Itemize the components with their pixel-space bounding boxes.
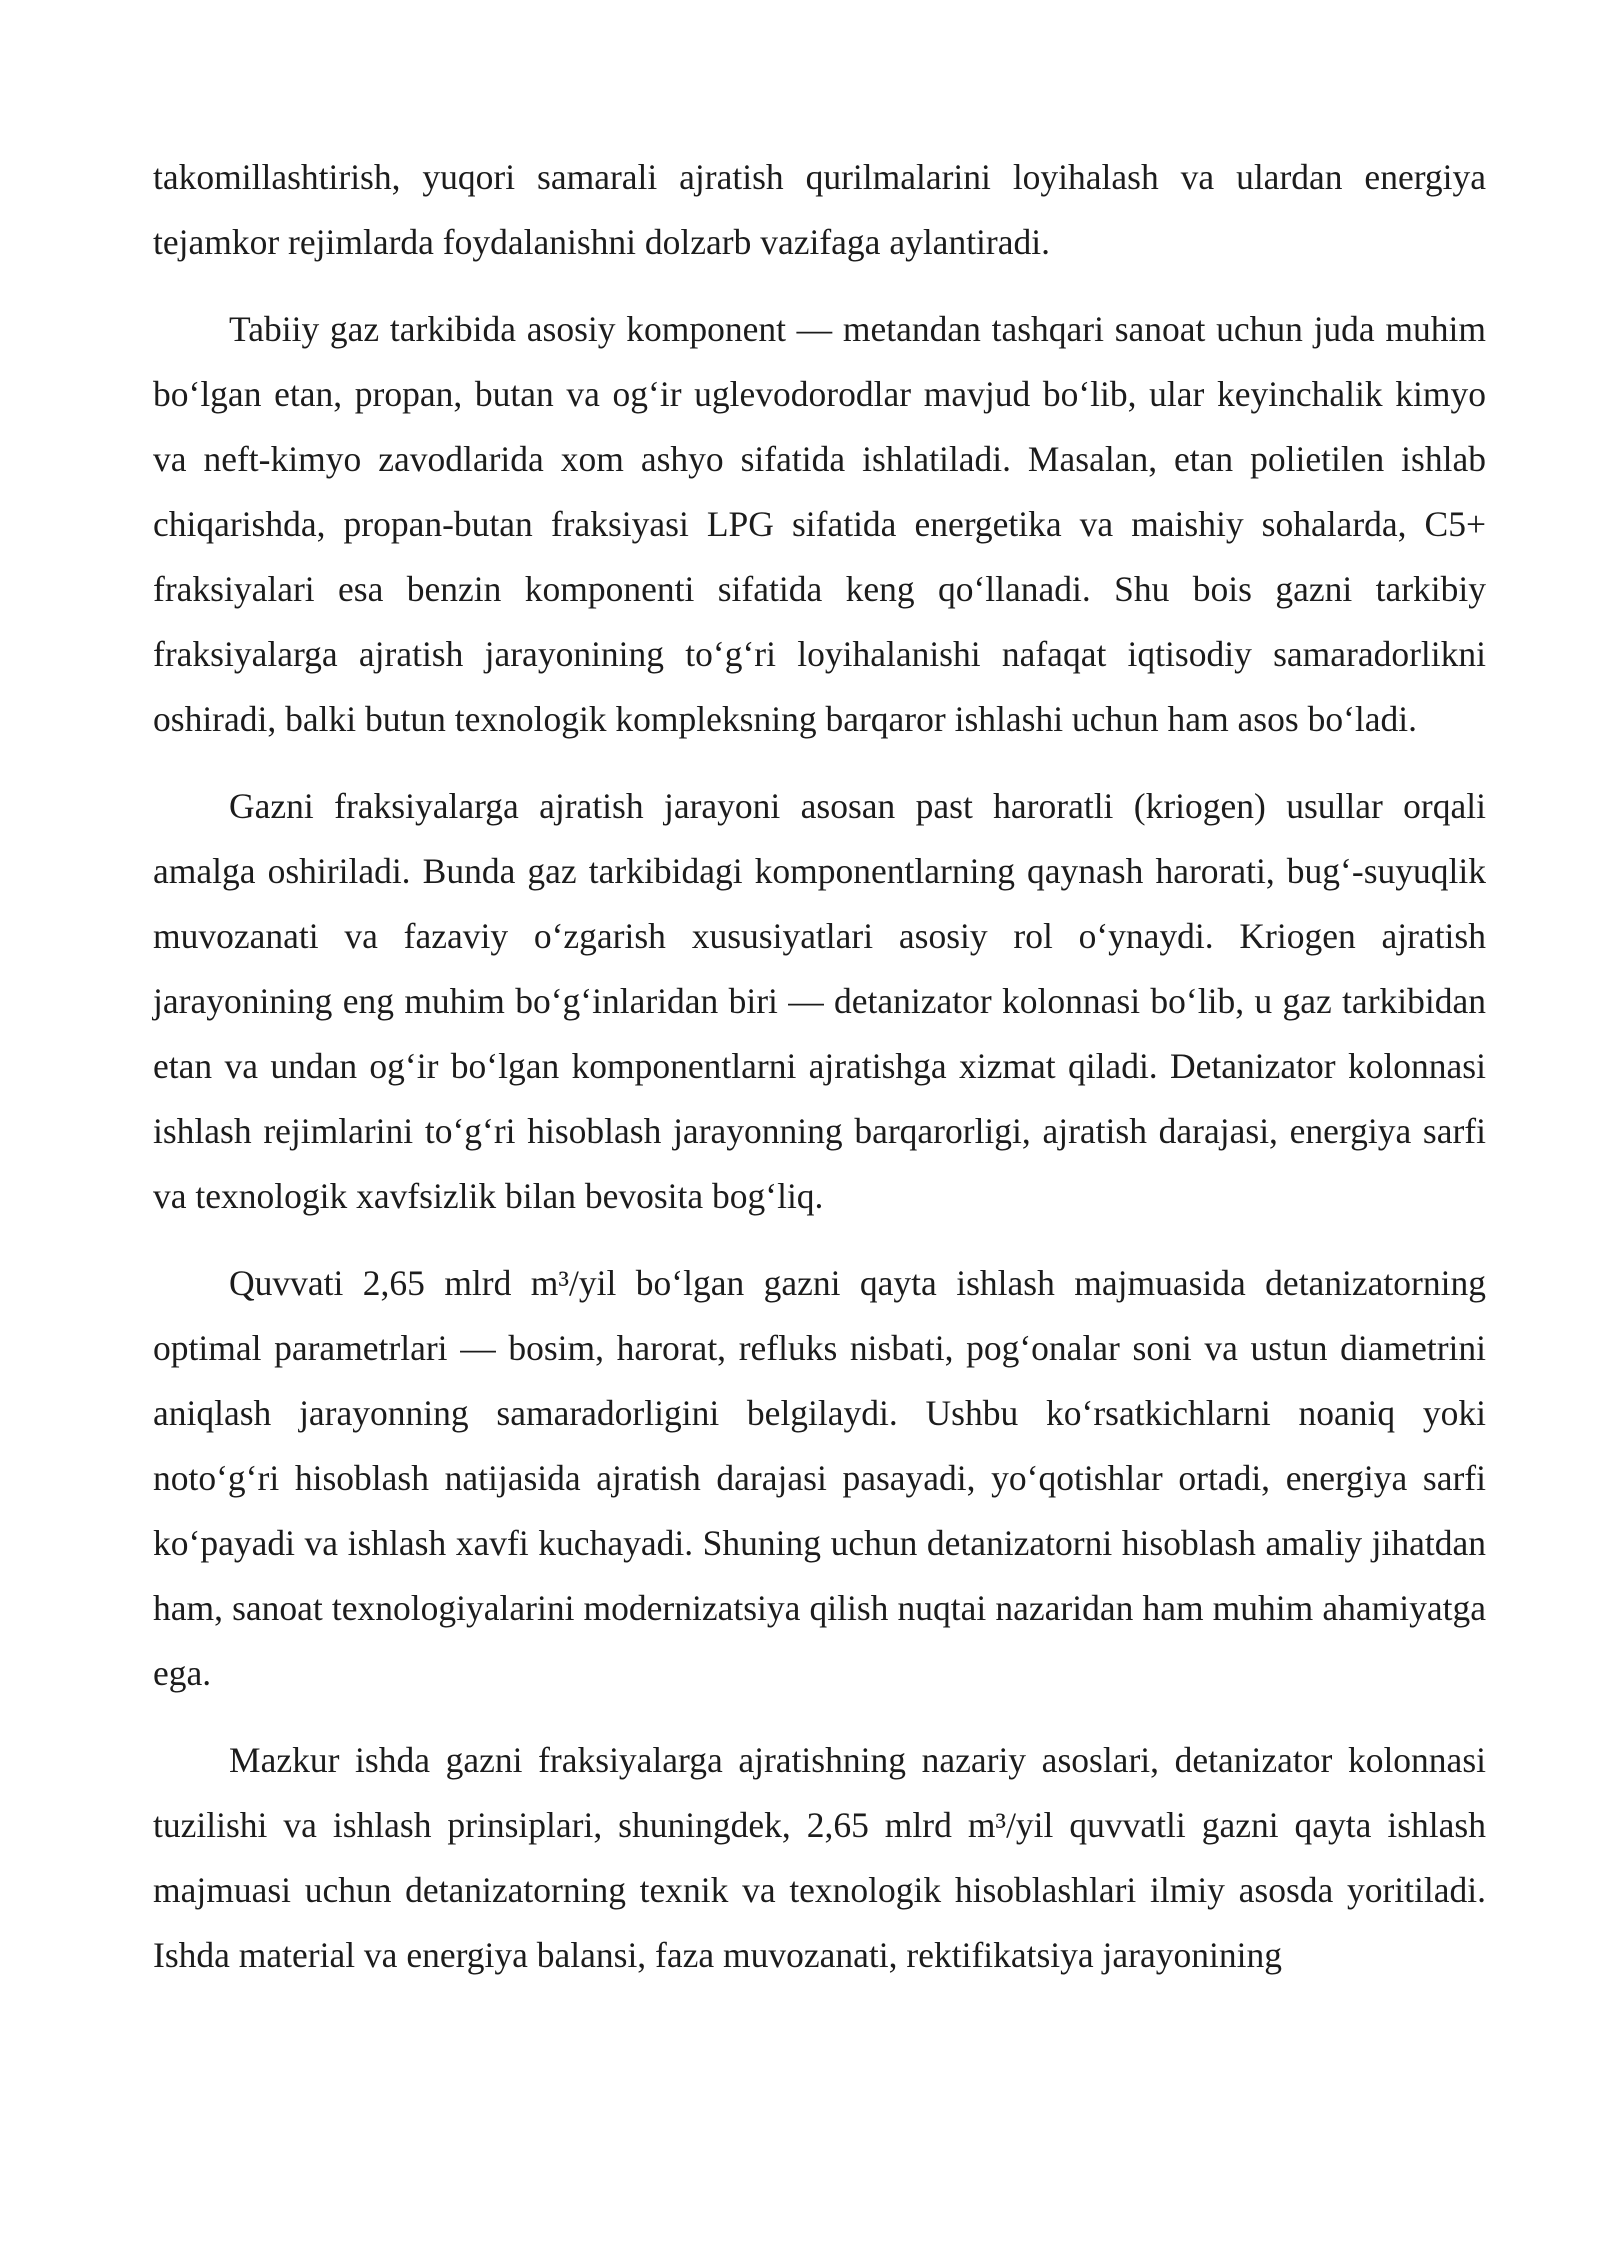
paragraph-deethanizer-parameters: Quvvati 2,65 mlrd m³/yil bo‘lgan gazni qayta ishlash majmuasida detanizatorning optimal parametrlari — bosim, harorat, refluks nisbati, pog‘onalar soni va ustun diametrini aniqlash jarayonning samaradorligini belgilaydi. Ushbu ko‘rsatkichlarni noaniq yoki noto‘g‘ri hisoblash natijasida ajratish darajasi pasayadi, yo‘qotishlar ortadi, energiya sarfi ko‘payadi va ishlash xavfi kuchayadi. Shuning uchun detanizatorni hisoblash amaliy jihatdan ham, sanoat texnologiyalarini modernizatsiya qilish nuqtai nazaridan ham muhim ahamiyatga ega. <box>153 1263 1486 1693</box>
paragraph-continuation: takomillashtirish, yuqori samarali ajratish qurilmalarini loyihalash va ulardan energiya tejamkor rejimlarda foydalanishni dolzarb vazifaga aylantiradi. <box>153 157 1486 262</box>
paragraph-natural-gas-components: Tabiiy gaz tarkibida asosiy komponent — metandan tashqari sanoat uchun juda muhim bo‘lgan etan, propan, butan va og‘ir uglevodorodlar mavjud bo‘lib, ular keyinchalik kimyo va neft-kimyo zavodlarida xom ashyo sifatida ishlatiladi. Masalan, etan polietilen ishlab chiqarishda, propan-butan fraksiyasi LPG sifatida energetika va maishiy sohalarda, C5+ fraksiyalari esa benzin komponenti sifatida keng qo‘llanadi. Shu bois gazni tarkibiy fraksiyalarga ajratish jarayonining to‘g‘ri loyihalanishi nafaqat iqtisodiy samaradorlikni oshiradi, balki butun texnologik kompleksning barqaror ishlashi uchun ham asos bo‘ladi. <box>153 309 1486 739</box>
paragraph-cryogenic-separation: Gazni fraksiyalarga ajratish jarayoni asosan past haroratli (kriogen) usullar orqali amalga oshiriladi. Bunda gaz tarkibidagi komponentlarning qaynash harorati, bug‘-suyuqlik muvozanati va fazaviy o‘zgarish xususiyatlari asosiy rol o‘ynaydi. Kriogen ajratish jarayonining eng muhim bo‘g‘inlaridan biri — detanizator kolonnasi bo‘lib, u gaz tarkibidan etan va undan og‘ir bo‘lgan komponentlarni ajratishga xizmat qiladi. Detanizator kolonnasi ishlash rejimlarini to‘g‘ri hisoblash jarayonning barqarorligi, ajratish darajasi, energiya sarfi va texnologik xavfsizlik bilan bevosita bog‘liq. <box>153 786 1486 1216</box>
document-body <box>153 145 1486 1988</box>
paragraph-work-scope: Mazkur ishda gazni fraksiyalarga ajratishning nazariy asoslari, detanizator kolonnasi tuzilishi va ishlash prinsiplari, shuningdek, 2,65 mlrd m³/yil quvvatli gazni qayta ishlash majmuasi uchun detanizatorning texnik va texnologik hisoblashlari ilmiy asosda yoritiladi. Ishda material va energiya balansi, faza muvozanati, rektifikatsiya jarayonining <box>153 1740 1486 1975</box>
